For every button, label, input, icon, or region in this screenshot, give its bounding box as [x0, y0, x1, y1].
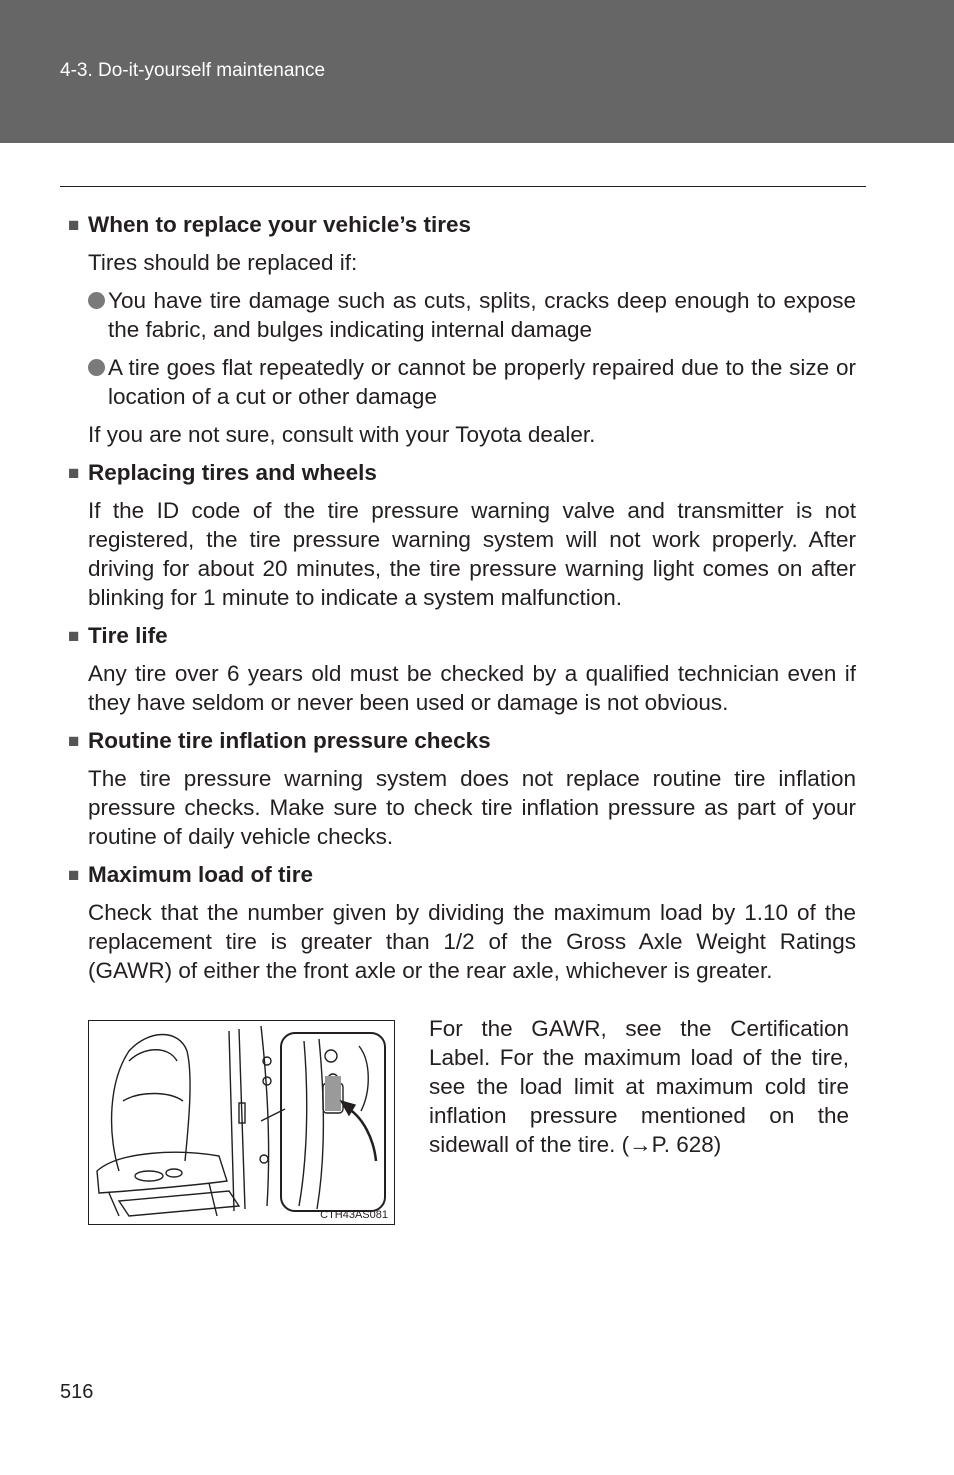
section-heading — [66, 210, 856, 239]
paragraph: Any tire over 6 years old must be checked by a qualified technician even if they have seldom or never been used or damage is not obvious. — [88, 661, 856, 715]
page-number: 516 — [60, 1381, 94, 1403]
section-heading-text: When to replace your vehicle’s tires — [88, 212, 472, 237]
figure-code: CTH43AS081 — [320, 1209, 388, 1221]
section-heading-text: Routine tire inflation pressure checks — [88, 728, 491, 753]
section-heading — [66, 726, 856, 755]
main-content — [66, 210, 856, 994]
square-bullet-icon: ■ — [68, 865, 80, 886]
figure-note: For the GAWR, see the Certification Label. For the maximum load of the tire, see the load limit at maximum cold tire inflation pressure mentioned on the sidewall of the tire. (→P. 628) — [429, 1016, 849, 1157]
paragraph: The tire pressure warning system does not replace routine tire inflation pressure checks. Make sure to check tire inflation pressure as part of your routine of daily vehicle checks. — [88, 766, 856, 849]
paragraph: Tires should be replaced if: — [88, 250, 358, 275]
bullet-item — [88, 286, 856, 344]
car-seat-door-illustration — [89, 1021, 394, 1224]
certification-label-illustration — [88, 1020, 395, 1225]
section-heading — [66, 458, 856, 487]
round-bullet-icon — [88, 359, 105, 376]
section-heading — [66, 621, 856, 650]
square-bullet-icon: ■ — [68, 731, 80, 752]
round-bullet-icon — [88, 292, 105, 309]
section-heading-text: Maximum load of tire — [88, 862, 314, 887]
page-header — [0, 0, 954, 143]
paragraph: If the ID code of the tire pressure warning valve and transmitter is not registered, the tire pressure warning system will not work properly. After driving for about 20 minutes, the tire pressure warning light comes on after blinking for 1 minute to indicate a system malfunction. — [88, 498, 856, 610]
top-rule — [60, 186, 866, 187]
section-title: 4-3. Do-it-yourself maintenance — [60, 60, 326, 81]
paragraph: Check that the number given by dividing the maximum load by 1.10 of the replacement tire is greater than 1/2 of the Gross Axle Weight Ratings (GAWR) of either the front axle or the rear axle, whichever is greater. — [88, 900, 856, 983]
square-bullet-icon: ■ — [68, 463, 80, 484]
square-bullet-icon: ■ — [68, 215, 80, 236]
paragraph: If you are not sure, consult with your Toyota dealer. — [88, 422, 596, 447]
section-heading-text: Tire life — [88, 623, 168, 648]
section-heading — [66, 860, 856, 889]
section-heading-text: Replacing tires and wheels — [88, 460, 377, 485]
bullet-text: A tire goes flat repeatedly or cannot be properly repaired due to the size or location of a cut or other damage — [108, 355, 856, 409]
square-bullet-icon: ■ — [68, 626, 80, 647]
bullet-text: You have tire damage such as cuts, splits, cracks deep enough to expose the fabric, and bulges indicating internal damage — [108, 288, 856, 342]
bullet-item — [88, 353, 856, 411]
